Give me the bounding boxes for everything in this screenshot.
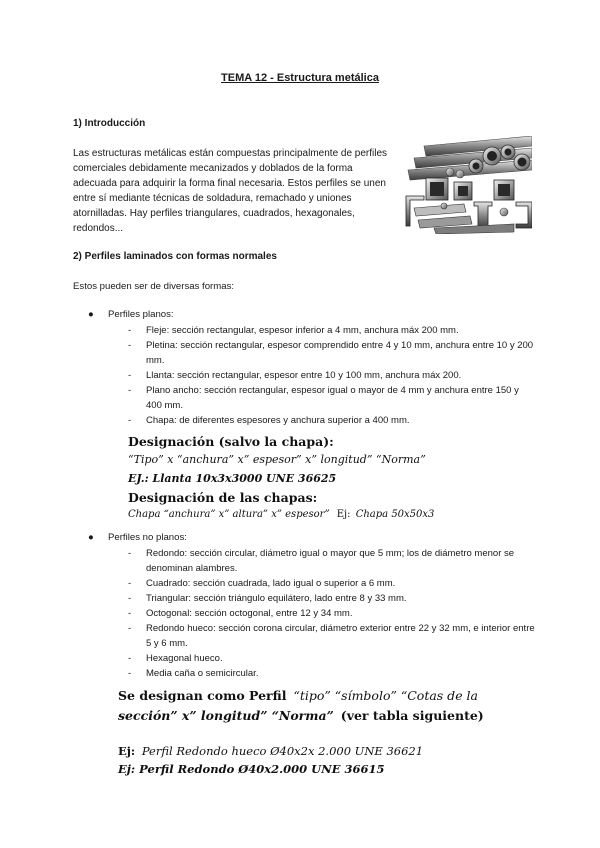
handwritten-nonflat-line1 — [118, 688, 478, 703]
handwritten-example-1 — [118, 744, 423, 758]
profiles-intro: Estos pueden ser de diversas formas: — [73, 281, 235, 292]
designation-format: “tipo” “símbolo” “Cotas de la — [293, 688, 479, 703]
dash-icon: - — [128, 548, 132, 559]
section-heading-profiles: 2) Perfiles laminados con formas normales — [73, 251, 277, 262]
dash-icon: - — [128, 325, 132, 336]
dash-icon: - — [128, 653, 132, 664]
dash-icon: - — [128, 593, 132, 604]
dash-icon: - — [128, 370, 132, 381]
bullet-icon: ● — [88, 532, 94, 543]
dash-icon: - — [128, 668, 132, 679]
handwritten-nonflat-line2 — [118, 708, 484, 723]
dash-icon: - — [128, 623, 132, 634]
document-page: TEMA 12 - Estructura metálica 1) Introducción Las estructuras metálicas están compuestas principalmente de perfiles comerciales debidamente mecanizados y doblados de la forma adecuada para adquirir la forma final necesaria. Estos perfiles se unen entre sí mediante técnicas de soldadura, remachado y uniones atornilladas. Hay perfiles triangulares, cuadrados, hexagonales, redondos... 2) Perfiles laminados con formas normales Estos pueden ser de diversas formas: ● Perfiles planos: - Fleje: sección rectangular, espesor inferior a 4 mm, anchura máx 200 mm. - Pletina: sección rectangular, espesor comprendido entre 4 y 10 mm, anchura entre 10 y 200 mm. - Llanta: sección rectangular, espesor entre 10 y 100 mm, anchura máx 200. - Plano ancho: sección rectangular, espesor igual o mayor de 4 mm y anchura entre 150 y 400 mm. - Chapa: de diferentes espesores y anchura superior a 400 mm. Designación (salvo la chapa): “Tipo” x “anchura” x” espesor” x” longitud” “Norma” EJ.: Llanta 10x3x3000 UNE 36625 Designación de las chapas: Chapa “anchura” x” altura” x” espesor” Ej: Chapa 50x50x3 ● Perfiles no planos: - Redondo: sección circular, diámetro igual o mayor que 5 mm; los de diámetro menor se denominan alambres. - Cuadrado: sección cuadrada, lado igual o superior a 6 mm. - Triangular: sección triángulo equilátero, lado entre 8 y 33 mm. - Octogonal: sección octogonal, entre 12 y 34 mm. - Redondo hueco: sección corona circular, diámetro exterior entre 22 y 32 mm, e interior entre 5 y 6 mm. - Hexagonal hueco. - Media caña o semicircular. Se designan como Perfil “tipo” “símbolo” “Cotas de la sección” x” longitud” “Norma” (ver tabla siguiente) Ej: Perfil Redondo hueco Ø40x2x 2.000 UNE 36621 Ej: Perfil Redondo Ø40x2.000 UNE 36615 — [0, 0, 600, 848]
dash-icon: - — [128, 578, 132, 589]
designation-format-cont: sección” x” longitud” “Norma” — [118, 708, 334, 723]
dash-icon: - — [128, 385, 132, 396]
bullet-icon: ● — [88, 309, 94, 320]
example-text: Perfil Redondo hueco Ø40x2x 2.000 UNE 36621 — [141, 744, 424, 758]
nonflat-profiles-label: Perfiles no planos: — [108, 532, 187, 543]
sheet-format: Chapa “anchura” x” altura” x” espesor” — [128, 509, 330, 520]
flat-profiles-label: Perfiles planos: — [108, 309, 174, 320]
dash-icon: - — [128, 340, 132, 351]
page-title: TEMA 12 - Estructura metálica — [221, 72, 379, 84]
handwritten-designation-example: EJ.: Llanta 10x3x3000 UNE 36625 — [128, 472, 337, 485]
handwritten-sheet-heading: Designación de las chapas: — [128, 490, 318, 505]
handwritten-example-2: Ej: Perfil Redondo Ø40x2.000 UNE 36615 — [118, 762, 385, 776]
sheet-example: Chapa 50x50x3 — [355, 509, 435, 520]
dash-icon: - — [128, 415, 132, 426]
designation-note: (ver tabla siguiente) — [340, 708, 484, 723]
designation-prefix: Se designan como Perfil — [118, 688, 287, 703]
sheet-example-label: Ej: — [336, 509, 351, 520]
handwritten-sheet-line — [128, 509, 434, 520]
steel-profiles-photo — [404, 136, 532, 234]
example-label: Ej: — [118, 744, 136, 758]
introduction-paragraph: Las estructuras metálicas están compuestas principalmente de perfiles comerciales debidamente mecanizados y doblados de la forma adecuada para adquirir la forma final necesaria. Estos perfiles se unen entre sí mediante técnicas de soldadura, remachado y uniones atornilladas. Hay perfiles triangulares, cuadrados, hexagonales, redondos... — [73, 148, 388, 234]
handwritten-designation-heading: Designación (salvo la chapa): — [128, 434, 334, 449]
handwritten-designation-format: “Tipo” x “anchura” x” espesor” x” longitud” “Norma” — [128, 453, 426, 466]
dash-icon: - — [128, 608, 132, 619]
section-heading-introduction: 1) Introducción — [73, 118, 146, 129]
